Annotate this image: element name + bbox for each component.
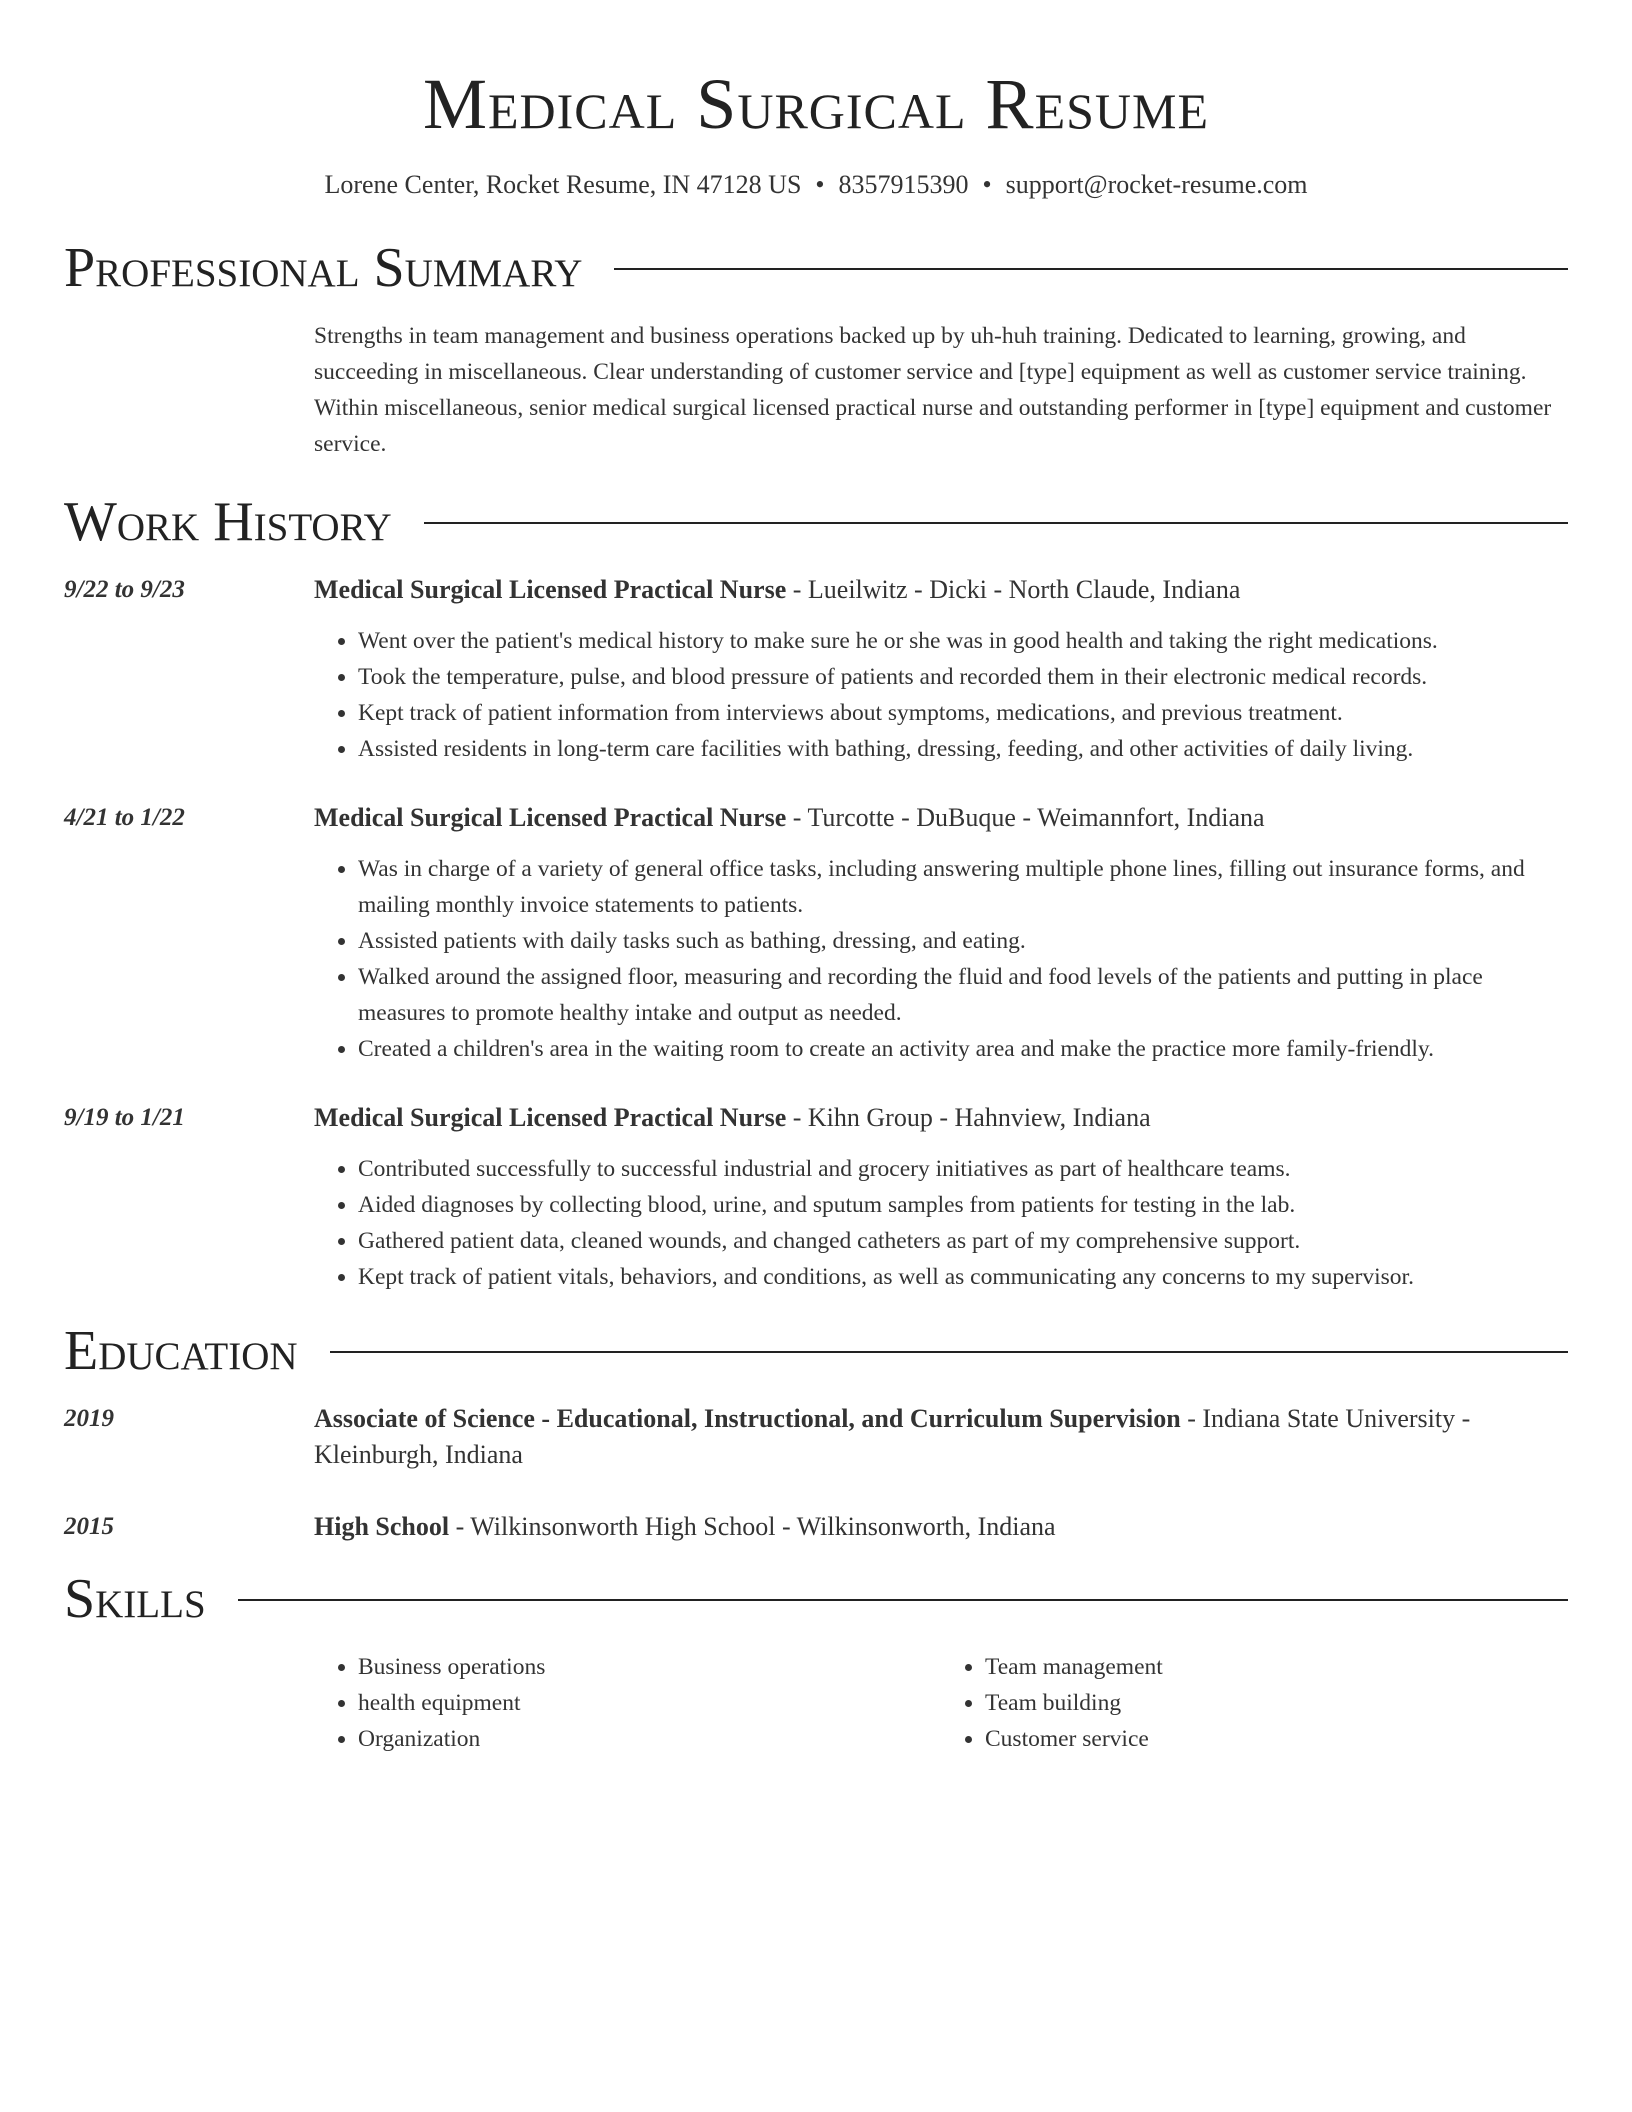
job-bullets <box>314 851 1568 1067</box>
skills-list-left <box>314 1649 941 1757</box>
work-heading: Work History <box>64 491 392 553</box>
skills-grid <box>314 1649 1568 1757</box>
skills-section-header <box>64 1567 1568 1631</box>
summary-text: Strengths in team management and business operations backed up by uh-huh training. Dedicated to learning, growing, and succeeding in miscellaneous. Clear understanding of customer service and [type] equipment as well as customer service training. Within miscellaneous, senior medical surgical licensed practical nurse and outstanding performer in [type] equipment and customer service. <box>314 323 1552 457</box>
list-item: • Gathered patient data, cleaned wounds, and changed catheters as part of my comprehensive support. <box>358 1223 1568 1259</box>
job-title-line <box>314 572 1568 608</box>
contact-email: support@rocket-resume.com <box>1005 170 1308 199</box>
contact-phone: 8357915390 <box>838 170 969 199</box>
skill-item: • Organization <box>358 1721 941 1757</box>
job-body <box>314 572 1568 767</box>
list-item: • Kept track of patient vitals, behaviors, and conditions, as well as communicating any concerns to my supervisor. <box>358 1259 1568 1295</box>
skills-list-right <box>941 1649 1568 1757</box>
skills-row <box>64 1649 1568 1757</box>
education-degree: Associate of Science - Educational, Instructional, and Curriculum Supervision <box>314 1404 1181 1433</box>
summary-section-header <box>64 236 1568 300</box>
skill-item: • Customer service <box>985 1721 1568 1757</box>
job-bullets <box>314 623 1568 767</box>
contact-line <box>64 168 1568 202</box>
job-employer: - Kihn Group - Hahnview, Indiana <box>786 1103 1151 1132</box>
skill-item: • Team building <box>985 1685 1568 1721</box>
list-item: • Created a children's area in the waiting room to create an activity area and make the practice more family-friendly. <box>358 1031 1568 1067</box>
education-entry <box>64 1401 1568 1473</box>
contact-address: Lorene Center, Rocket Resume, IN 47128 US <box>324 170 802 199</box>
list-item: • Aided diagnoses by collecting blood, urine, and sputum samples from patients for testing in the lab. <box>358 1187 1568 1223</box>
education-year: 2019 <box>64 1405 114 1432</box>
job-employer: - Lueilwitz - Dicki - North Claude, Indiana <box>786 575 1241 604</box>
section-divider <box>330 1351 1568 1353</box>
skills-spacer <box>64 1649 314 1757</box>
list-item: • Kept track of patient information from interviews about symptoms, medications, and previous treatment. <box>358 695 1568 731</box>
job-body <box>314 800 1568 1067</box>
summary-heading: Professional Summary <box>64 237 583 299</box>
education-line <box>314 1509 1568 1545</box>
education-entry <box>64 1509 1568 1545</box>
job-employer: - Turcotte - DuBuque - Weimannfort, Indiana <box>786 803 1265 832</box>
job-entry <box>64 1100 1568 1295</box>
job-bullets <box>314 1151 1568 1295</box>
job-dates: 9/22 to 9/23 <box>64 576 185 603</box>
list-item: • Assisted residents in long-term care facilities with bathing, dressing, feeding, and other activities of daily living. <box>358 731 1568 767</box>
job-dates: 4/21 to 1/22 <box>64 804 185 831</box>
job-dates: 9/19 to 1/21 <box>64 1104 185 1131</box>
job-title-line <box>314 800 1568 836</box>
list-item: • Took the temperature, pulse, and blood pressure of patients and recorded them in their electronic medical records. <box>358 659 1568 695</box>
job-role: Medical Surgical Licensed Practical Nurse <box>314 1103 787 1132</box>
skill-item: • health equipment <box>358 1685 941 1721</box>
skills-heading: Skills <box>64 1568 206 1630</box>
job-title-line <box>314 1100 1568 1136</box>
work-section-header <box>64 490 1568 554</box>
summary-spacer <box>64 318 314 462</box>
job-entry <box>64 572 1568 767</box>
education-line <box>314 1401 1568 1473</box>
section-divider <box>238 1599 1568 1601</box>
list-item: • Contributed successfully to successful industrial and grocery initiatives as part of healthcare teams. <box>358 1151 1568 1187</box>
job-entry <box>64 800 1568 1067</box>
education-section-header <box>64 1319 1568 1383</box>
list-item: • Was in charge of a variety of general office tasks, including answering multiple phone lines, filling out insurance forms, and mailing monthly invoice statements to patients. <box>358 851 1568 923</box>
skill-item: • Team management <box>985 1649 1568 1685</box>
education-degree: High School <box>314 1512 450 1541</box>
bullet-separator: • <box>982 170 992 199</box>
section-divider <box>614 268 1568 270</box>
resume-title: Medical Surgical Resume <box>422 64 1210 144</box>
skill-item: • Business operations <box>358 1649 941 1685</box>
list-item: • Walked around the assigned floor, measuring and recording the fluid and food levels of the patients and putting in place measures to promote healthy intake and output as needed. <box>358 959 1568 1031</box>
summary-row <box>64 318 1568 462</box>
education-school: - Indiana State University - Kleinburgh, Indiana <box>314 1404 1471 1469</box>
education-school: - Wilkinsonworth High School - Wilkinsonworth, Indiana <box>449 1512 1056 1541</box>
job-body <box>314 1100 1568 1295</box>
bullet-separator: • <box>815 170 825 199</box>
education-heading: Education <box>64 1320 298 1382</box>
education-year: 2015 <box>64 1513 114 1540</box>
list-item: • Assisted patients with daily tasks such as bathing, dressing, and eating. <box>358 923 1568 959</box>
job-role: Medical Surgical Licensed Practical Nurse <box>314 575 787 604</box>
job-role: Medical Surgical Licensed Practical Nurse <box>314 803 787 832</box>
list-item: • Went over the patient's medical history to make sure he or she was in good health and taking the right medications. <box>358 623 1568 659</box>
section-divider <box>424 522 1568 524</box>
